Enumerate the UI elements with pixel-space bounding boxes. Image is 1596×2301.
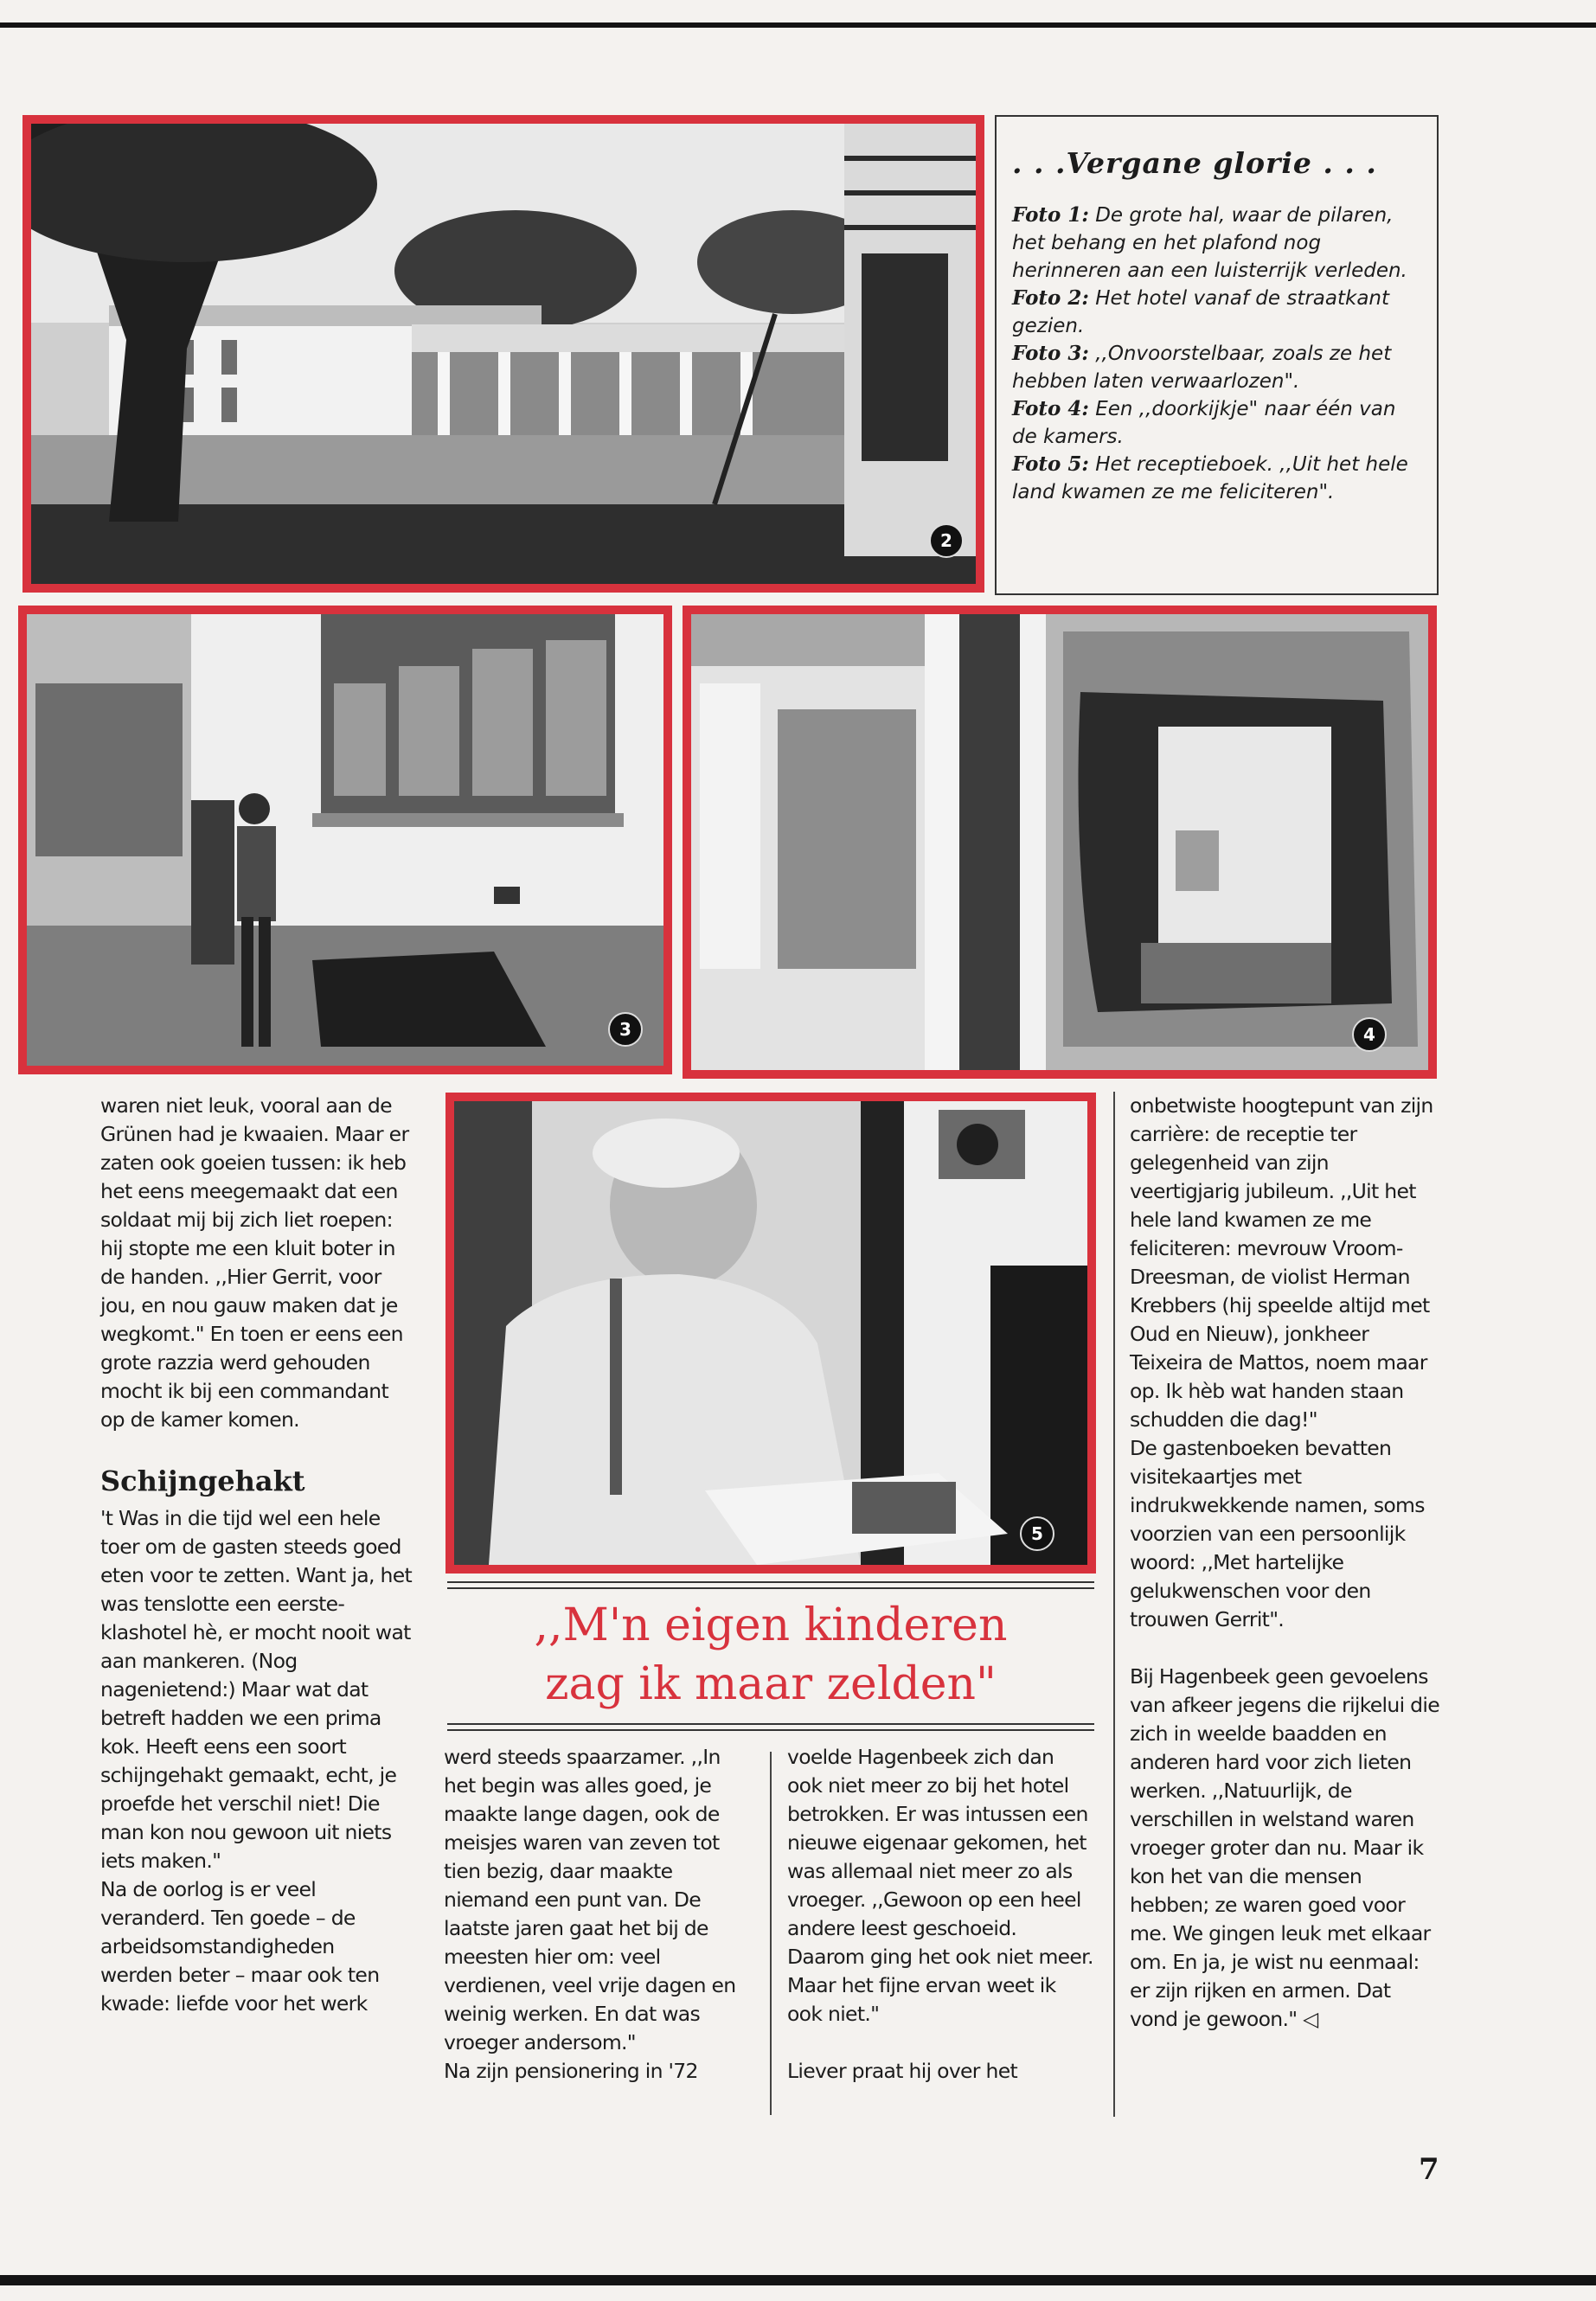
article-column-1 bbox=[100, 1092, 412, 2018]
paragraph: Liever praat hij over het bbox=[787, 2059, 1018, 2083]
pullquote-line-2: zag ik maar zelden" bbox=[545, 1658, 997, 1710]
article-column-2 bbox=[444, 1743, 751, 2086]
caption-text: Het hotel vanaf de straatkant gezien. bbox=[1012, 287, 1390, 337]
hagenbeek-portrait-image bbox=[454, 1101, 1087, 1565]
caption-foto-5 bbox=[1012, 451, 1418, 506]
caption-foto-2 bbox=[1012, 285, 1418, 340]
section-heading: Schijngehakt bbox=[100, 1465, 305, 1497]
caption-foto-1 bbox=[1012, 202, 1418, 285]
paragraph: Bij Hagenbeek geen gevoelens van afkeer jegens die rijkelui die zich in weelde baadden en anderen hard voor zich lieten werken. ,,Natuurlijk, de verschillen in welstand waren vroeger groter dan nu. Maar ik kon het van die mensen hebben; ze waren goed voor me. We gingen leuk met elkaar om. En ja, je wist nu eenmaal: er zijn rijken en armen. Dat vond je gewoon." ◁ bbox=[1130, 1664, 1439, 2031]
caption-text: ,,Onvoorstelbaar, zoals ze het hebben laten verwaarlozen". bbox=[1012, 343, 1392, 393]
interior-doorway-image bbox=[691, 614, 1428, 1070]
paragraph: Na zijn pensionering in '72 bbox=[444, 2059, 698, 2083]
photo-hotel-exterior bbox=[22, 115, 984, 593]
photo-number-badge: 2 bbox=[929, 523, 964, 558]
caption-label: Foto 5: bbox=[1012, 452, 1089, 476]
caption-label: Foto 1: bbox=[1012, 203, 1089, 227]
paragraph: onbetwiste hoogtepunt van zijn carrière: de receptie ter gelegenheid van zijn veertigjarig jubileum. ,,Uit het hele land kwamen ze me feliciteren: mevrouw Vroom-Dreesman, de violist Herman Krebbers (hij speelde altijd met Oud en Nieuw), jonkheer Teixeira de Mattos, noem maar op. Ik hèb wat handen staan schudden die dag!" bbox=[1130, 1093, 1433, 1432]
page-number: 7 bbox=[1419, 2152, 1439, 2187]
photo-man-at-building bbox=[18, 606, 672, 1074]
column-divider bbox=[1113, 1092, 1115, 2117]
man-at-building-image bbox=[27, 614, 663, 1066]
caption-foto-4 bbox=[1012, 395, 1418, 451]
article-column-4 bbox=[1130, 1092, 1443, 2034]
paragraph: waren niet leuk, vooral aan de Grünen had je kwaaien. Maar er zaten ook goeien tussen: ik heb het eens meegemaakt dat een soldaat mij bij zich liet roepen: hij stopte me een kluit boter in de handen. ,,Hier Gerrit, voor jou, en nou gauw maken dat je wegkomt." En toen er eens een grote razzia werd gehouden mocht ik bij een commandant op de kamer komen. bbox=[100, 1093, 409, 1432]
pullquote-bottom-rule bbox=[447, 1723, 1094, 1731]
photo-hagenbeek-with-book bbox=[445, 1093, 1096, 1574]
article-column-3 bbox=[787, 1743, 1094, 2086]
pullquote bbox=[447, 1596, 1094, 1714]
caption-foto-3 bbox=[1012, 340, 1418, 395]
hotel-exterior-image bbox=[31, 124, 976, 584]
photo-number-badge: 4 bbox=[1352, 1017, 1387, 1052]
caption-text: De grote hal, waar de pilaren, het behang en het plafond nog herinneren aan een luisterrijk verleden. bbox=[1012, 204, 1407, 282]
photo-captions-box bbox=[995, 115, 1439, 595]
bottom-rule bbox=[0, 2275, 1596, 2285]
paragraph: 't Was in die tijd wel een hele toer om de gasten steeds goed eten voor te zetten. Want ja, het was tenslotte een eerste-klashotel hè, er mocht nooit wat aan mankeren. (Nog nagenietend:) Maar wat dat betreft hadden we een prima kok. Heeft eens een soort schijngehakt gemaakt, echt, je proefde het verschil niet! Die man kon nou gewoon uit niets iets maken." bbox=[100, 1506, 412, 1873]
pullquote-top-rule bbox=[447, 1581, 1094, 1589]
captions-title: . . .Vergane glorie . . . bbox=[1012, 146, 1377, 180]
paragraph: voelde Hagenbeek zich dan ook niet meer zo bij het hotel betrokken. Er was intussen een nieuwe eigenaar gekomen, het was allemaal niet meer zo als vroeger. ,,Gewoon op een heel andere leest geschoeid. Daarom ging het ook niet meer. Maar het fijne ervan weet ik ook niet." bbox=[787, 1745, 1093, 2026]
photo-number-badge: 3 bbox=[608, 1012, 643, 1047]
top-rule bbox=[0, 22, 1596, 28]
caption-text: Het receptieboek. ,,Uit het hele land kwamen ze me feliciteren". bbox=[1012, 453, 1408, 503]
caption-label: Foto 4: bbox=[1012, 397, 1089, 420]
caption-text: Een ,,doorkijkje" naar één van de kamers. bbox=[1012, 398, 1396, 448]
caption-label: Foto 3: bbox=[1012, 342, 1089, 365]
paragraph: Na de oorlog is er veel veranderd. Ten goede – de arbeidsomstandigheden werden beter – maar ook ten kwade: liefde voor het werk bbox=[100, 1877, 380, 2016]
caption-label: Foto 2: bbox=[1012, 286, 1089, 310]
paragraph: De gastenboeken bevatten visitekaartjes met indrukwekkende namen, soms voorzien van een persoonlijk woord: ,,Met hartelijke gelukwenschen voor den trouwen Gerrit". bbox=[1130, 1436, 1425, 1631]
photo-interior-doorway bbox=[683, 606, 1437, 1079]
photo-number-badge: 5 bbox=[1020, 1516, 1054, 1551]
column-divider bbox=[770, 1752, 772, 2115]
pullquote-line-1: ,,M'n eigen kinderen bbox=[534, 1599, 1008, 1651]
paragraph: werd steeds spaarzamer. ,,In het begin was alles goed, je maakte lange dagen, ook de meisjes waren van zeven tot tien bezig, daar maakte niemand een punt van. De laatste jaren gaat het bij de meesten hier om: veel verdienen, veel vrije dagen en weinig werken. En dat was vroeger andersom." bbox=[444, 1745, 736, 2054]
